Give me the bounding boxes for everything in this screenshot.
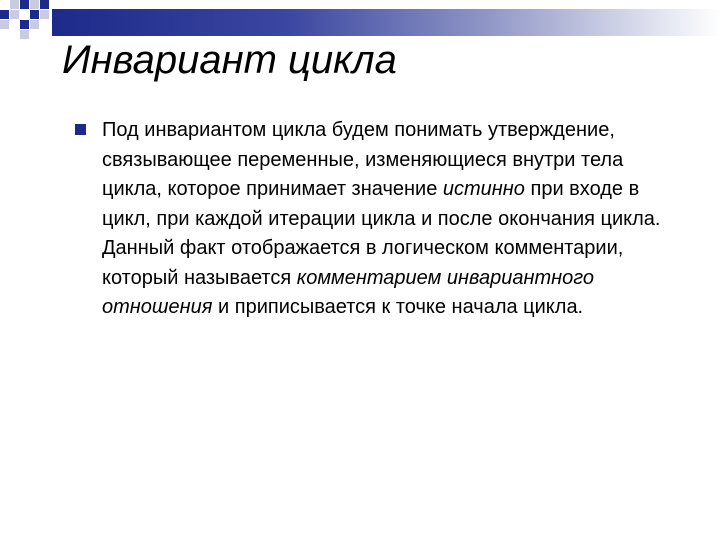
decor-square (0, 10, 9, 19)
decor-square (30, 0, 39, 9)
decor-square (40, 0, 49, 9)
bullet-text-italic: истинно (442, 178, 525, 200)
decor-square (20, 0, 29, 9)
decor-square (40, 10, 49, 19)
decor-square (20, 30, 29, 39)
decor-square (10, 0, 19, 9)
decor-square (30, 10, 39, 19)
decor-square (30, 20, 39, 29)
bullet-text-part: Под инвариантом цикла будем понимать утверждение, связывающее переменные, изменяющиеся внутри тела цикла, которое принимает значение (102, 119, 624, 200)
decor-square (10, 10, 19, 19)
bullet-text-part: при входе в цикл, при каждой итерации цикла и после окончания цикла. Данный факт отображается в логическом комментарии, который называется (102, 178, 661, 289)
bullet-text-part: и приписывается к точке начала цикла. (212, 296, 584, 318)
bullet-text (102, 116, 687, 323)
bullet-text-italic: комментарием инвариантного отношения (102, 266, 595, 318)
bullet-square-icon (75, 124, 86, 135)
decor-square (20, 20, 29, 29)
decor-square (0, 20, 9, 29)
decor-gradient-bar (52, 9, 720, 36)
slide-title: Инвариант цикла (62, 38, 397, 82)
